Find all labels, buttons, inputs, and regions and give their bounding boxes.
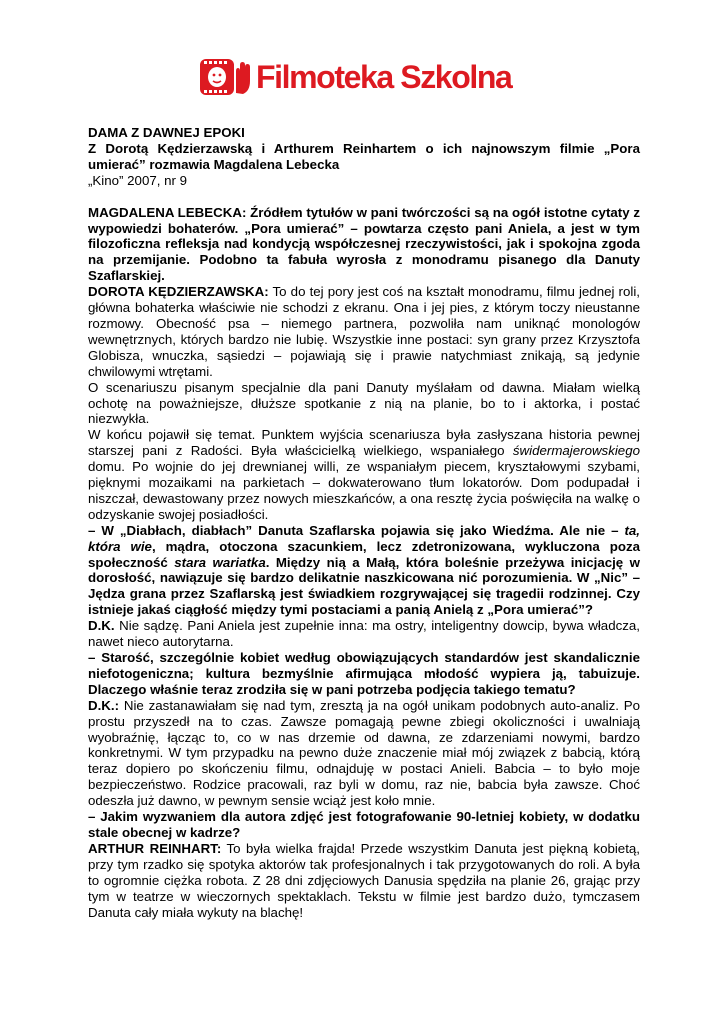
speaker-name: MAGDALENA LEBECKA: bbox=[88, 204, 247, 220]
film-frame-face-hand-icon bbox=[198, 57, 256, 97]
speaker-name: D.K.: bbox=[88, 697, 120, 713]
filmoteka-logo bbox=[198, 57, 511, 97]
speaker-name: DOROTA KĘDZIERZAWSKA: bbox=[88, 284, 269, 300]
speaker-name: D.K. bbox=[88, 618, 115, 634]
question-paragraph: – Starość, szczególnie kobiet według obowiązujących standardów jest skandalicznie niefotogeniczna; kultura bezmyślnie afirmująca młodość wypiera ją, tabuizuje. Dlaczego właśnie teraz zrodziła się w pani potrzeba podjęcia takiego tematu? bbox=[88, 650, 640, 697]
answer-paragraph: D.K. Nie sądzę. Pani Aniela jest zupełnie inna: ma ostry, inteligentny dowcip, bywa władcza, nawet nieco autorytarna. bbox=[88, 618, 640, 650]
article bbox=[88, 125, 640, 920]
body-paragraph: O scenariuszu pisanym specjalnie dla pani Danuty myślałam od dawna. Miałam wielką ochotę na poważniejsze, dłuższe spotkanie z nią na planie, bo to i aktorka, i postać niezwykła. bbox=[88, 379, 640, 427]
answer-paragraph: ARTHUR REINHART: To była wielka frajda! Przede wszystkim Danuta jest piękną kobietą, przy tym rzadko się spotyka aktorów tak profesjonalnych i tak przygotowanych do roli. A była to ogromnie ciężka robota. Z 28 dni zdjęciowych Danusia spędziła na planie 26, grając przy tym w teatrze w wieczornych spektaklach. Tekstu w filmie jest bardzo dużo, tymczasem Danuta cały miała wykuty na blachę! bbox=[88, 840, 640, 920]
body-paragraph: W końcu pojawił się temat. Punktem wyjścia scenariusza była zasłyszana historia pewnej starszej pani z Radości. Była właścicielką wielkiego, wspaniałego świdermajerowskiego domu. Po wojnie do jej drewnianej willi, ze wspaniałym piecem, kryształowymi szybami, pięknymi mozaikami na parkietach – dokwaterowano tłum lokatorów. Dom podupadał i niszczał, dewastowany przez nowych mieszkańców, a ona resztę życia poświęciła na walkę o odzyskanie swojej posiadłości. bbox=[88, 427, 640, 522]
logo-wordmark: Filmoteka Szkolna bbox=[256, 59, 512, 95]
question-paragraph: – W „Diabłach, diabłach” Danuta Szaflarska pojawia się jako Wiedźma. Ale nie – ta, która wie, mądra, otoczona szacunkiem, lecz zdetronizowana, wykluczona poza społeczność stara wariatka. Między nią a Małą, która boleśnie przeżywa inicjację w dorosłość, nawiązuje się bardzo delikatnie naszkicowana nić porozumienia. W „Nic” – Jędza grana przez Szaflarską jest świadkiem rozgrywającej się tragedii rodzinnej. Czy istnieje jakaś ciągłość między tymi postaciami a panią Anielą z „Pora umierać”? bbox=[88, 522, 640, 618]
answer-paragraph: DOROTA KĘDZIERZAWSKA: To do tej pory jest coś na kształt monodramu, filmu jednej roli, główna bohaterka właściwie nie schodzi z ekranu. Ona i jej pies, z którym toczy nieustanne rozmowy. Obecność psa – niemego partnera, pozwoliła nam uniknąć monologów wewnętrznych, których bardzo nie lubię. Wszystkie inne postaci: syn grany przez Krzysztofa Globisza, wnuczka, sąsiedzi – pojawiają się i prawie natychmiast znikają, są jedynie chwilowymi wtrętami. bbox=[88, 284, 640, 379]
article-subtitle: Z Dorotą Kędzierzawską i Arthurem Reinhartem o ich najnowszym filmie „Pora umierać” rozmawia Magdalena Lebecka bbox=[88, 140, 640, 172]
article-source: „Kino” 2007, nr 9 bbox=[88, 172, 188, 188]
speaker-name: ARTHUR REINHART: bbox=[88, 840, 222, 856]
article-title: DAMA Z DAWNEJ EPOKI bbox=[88, 125, 245, 140]
answer-paragraph: D.K.: Nie zastanawiałam się nad tym, zresztą ja na ogół unikam podobnych auto-analiz. Po prostu przyszedł na to czas. Zawsze pomagają pewne zbiegi okoliczności i uwalniają wyobraźnię, łącząc to, co w nas drzemie od dawna, ze zdarzeniami nowymi, bardzo konkretnymi. W tym przypadku na pewno duże znaczenie miał mój związek z babcią, którą teraz dopiero po skończeniu filmu, odnajduję w postaci Anieli. Babcia – to było moje bezpieczeństwo. Rodzice pracowali, raz byli w domu, raz nie, babcia była zawsze. Choć odeszła już dawno, w pewnym sensie wciąż jest koło mnie. bbox=[88, 697, 640, 809]
question-paragraph: MAGDALENA LEBECKA: Źródłem tytułów w pani twórczości są na ogół istotne cytaty z wypowiedzi bohaterów. „Pora umierać” – powtarza często pani Aniela, a jest w tym filozoficzna refleksja nad kondycją współczesnej rzeczywistości, jak i spokojna zgoda na przemijanie. Podobno ta fabuła wyrosła z monodramu pisanego dla Danuty Szaflarskiej. bbox=[88, 204, 640, 284]
question-paragraph: – Jakim wyzwaniem dla autora zdjęć jest fotografowanie 90-letniej kobiety, w dodatku stale obecnej w kadrze? bbox=[88, 809, 640, 840]
